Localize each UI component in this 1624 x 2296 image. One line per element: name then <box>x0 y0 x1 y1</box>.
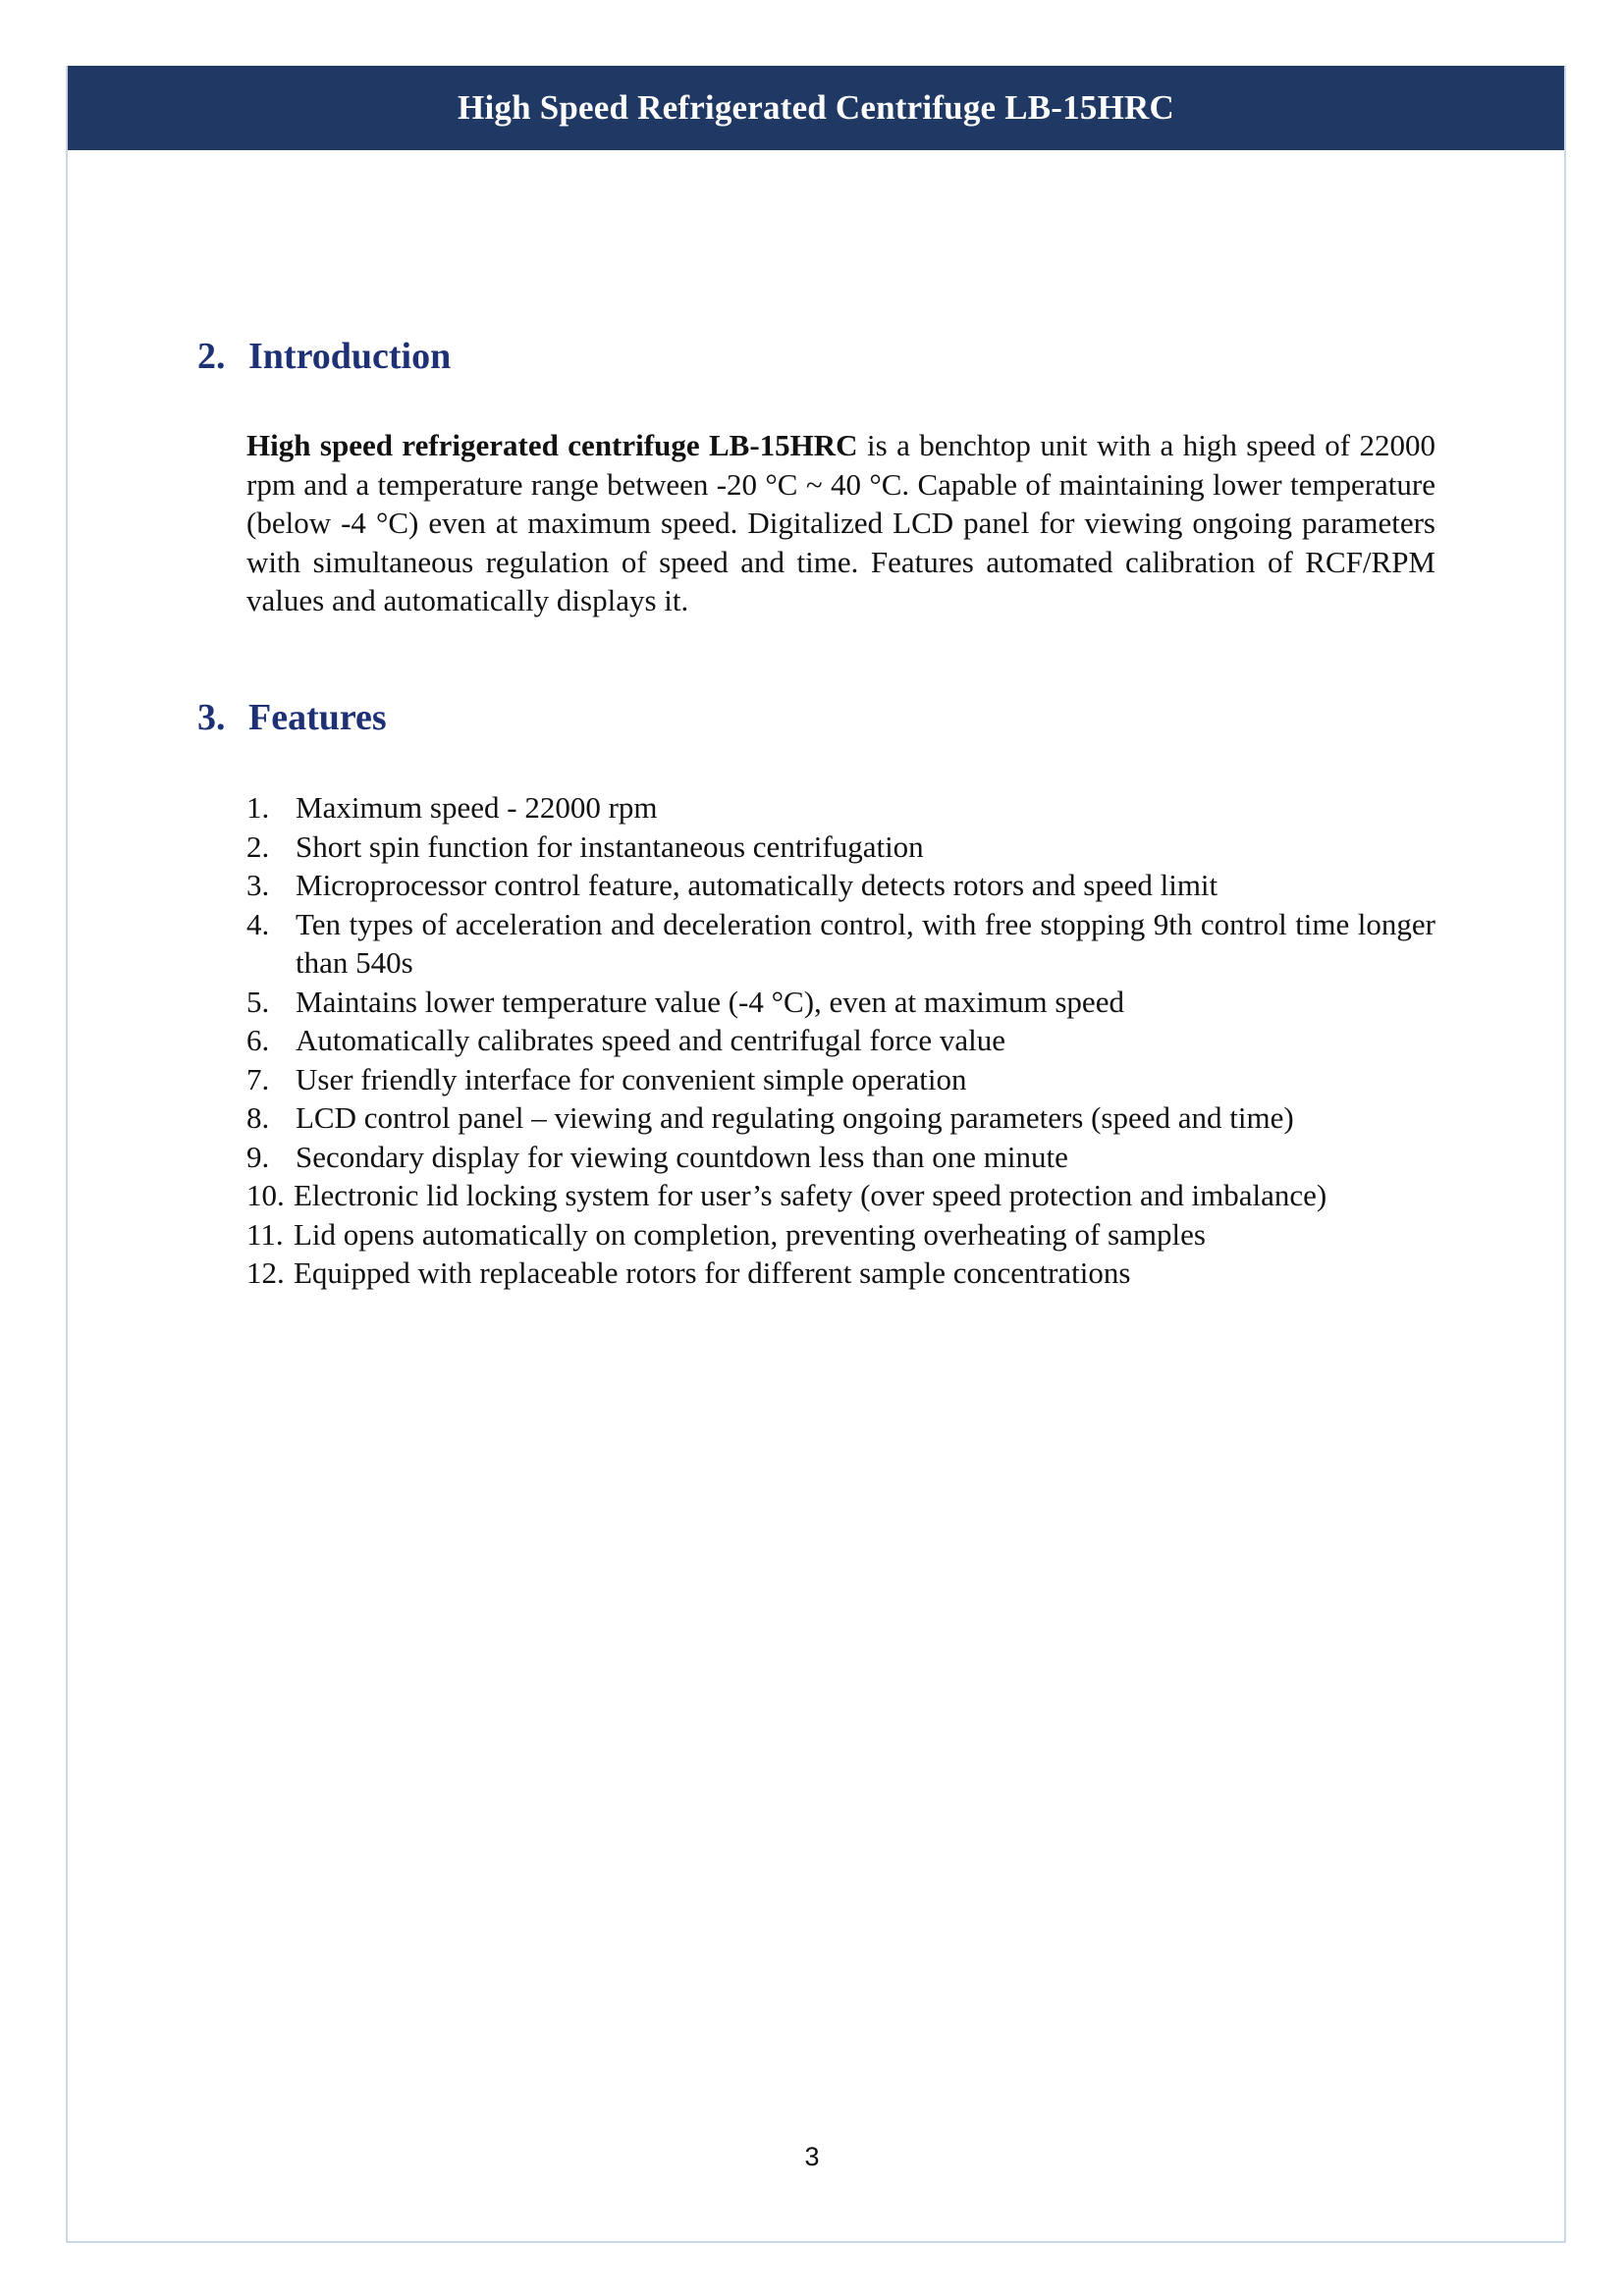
list-item <box>246 1098 1435 1138</box>
item-text: Lid opens automatically on completion, preventing overheating of samples <box>294 1216 1206 1252</box>
item-number: 6. <box>246 1023 270 1057</box>
section-title: Features <box>248 697 387 738</box>
item-text: Ten types of acceleration and deceleration control, with free stopping 9th control time longer than 540s <box>296 906 1435 980</box>
header-banner <box>68 66 1564 150</box>
item-text: Automatically calibrates speed and centrifugal force value <box>296 1023 1006 1057</box>
item-text: User friendly interface for convenient simple operation <box>296 1061 967 1096</box>
list-item <box>246 905 1435 983</box>
introduction-paragraph <box>246 426 1435 620</box>
item-text: Electronic lid locking system for user’s safety (over speed protection and imbalance) <box>294 1178 1327 1212</box>
item-text: Microprocessor control feature, automatically detects rotors and speed limit <box>296 868 1218 902</box>
list-item <box>246 1176 1435 1215</box>
item-number: 7. <box>246 1061 270 1096</box>
item-number: 10. <box>246 1178 285 1212</box>
item-number: 8. <box>246 1100 270 1135</box>
item-number: 5. <box>246 984 270 1019</box>
introduction-body: is a benchtop unit with a high speed of 22000 rpm and a temperature range between -20 °C ~ 40 °C. Capable of maintaining lower temperature (below -4 °C) even at maximum speed. Digitalized LCD panel for viewing ongoing parameters with simultaneous regulation of speed and time. Features automated calibration of RCF/RPM values and automatically displays it. <box>246 428 1436 617</box>
item-text: Maximum speed - 22000 rpm <box>296 790 658 825</box>
item-text: Short spin function for instantaneous centrifugation <box>296 828 924 864</box>
list-item <box>246 1021 1435 1060</box>
section-number: 2. <box>197 336 226 377</box>
list-item <box>246 1060 1435 1099</box>
item-number: 2. <box>246 828 270 864</box>
features-list <box>246 788 1435 1293</box>
product-name: High speed refrigerated centrifuge LB-15HRC <box>246 428 858 462</box>
list-item <box>246 1215 1435 1255</box>
item-number: 4. <box>246 906 270 941</box>
item-number: 1. <box>246 790 270 825</box>
list-item <box>246 866 1435 905</box>
features-heading <box>197 696 387 739</box>
section-title: Introduction <box>248 336 452 377</box>
item-text: Maintains lower temperature value (-4 °C), even at maximum speed <box>296 984 1124 1019</box>
item-text: Secondary display for viewing countdown less than one minute <box>296 1139 1068 1174</box>
list-item <box>246 828 1435 867</box>
item-number: 12. <box>246 1255 285 1290</box>
item-text: Equipped with replaceable rotors for different sample concentrations <box>294 1255 1131 1290</box>
introduction-heading <box>197 335 451 378</box>
item-number: 9. <box>246 1139 270 1174</box>
item-number: 3. <box>246 868 270 902</box>
list-item <box>246 788 1435 828</box>
item-number: 11. <box>246 1216 284 1252</box>
list-item <box>246 983 1435 1022</box>
page-number: 3 <box>804 2142 820 2171</box>
document-title: High Speed Refrigerated Centrifuge LB-15HRC <box>458 88 1174 127</box>
list-item <box>246 1138 1435 1177</box>
list-item <box>246 1254 1435 1293</box>
section-number: 3. <box>197 697 226 738</box>
item-text: LCD control panel – viewing and regulating ongoing parameters (speed and time) <box>296 1100 1294 1135</box>
